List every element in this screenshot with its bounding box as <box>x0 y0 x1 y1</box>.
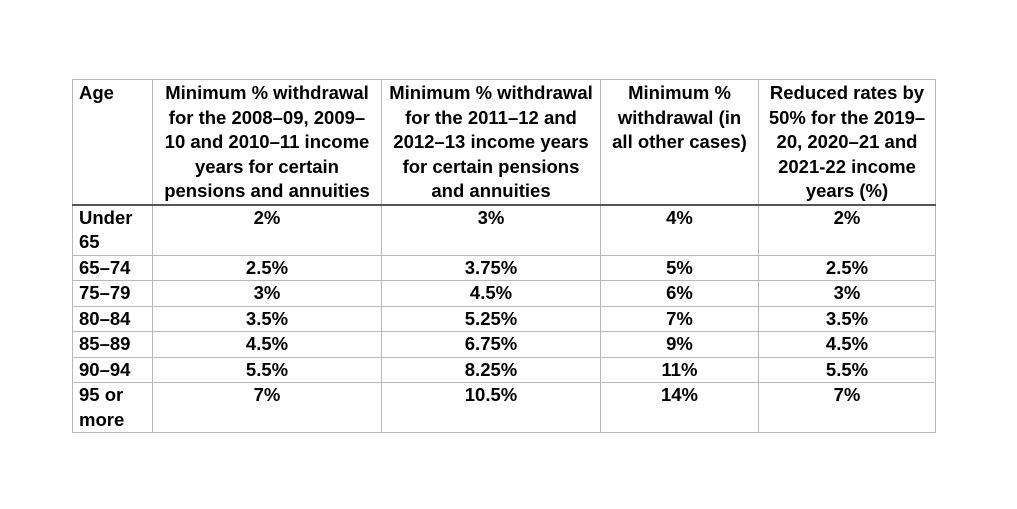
table-row <box>73 255 936 281</box>
cell-age: 95 or more <box>73 383 153 433</box>
cell-rate-other: 4% <box>601 205 759 256</box>
table-row <box>73 383 936 433</box>
cell-rate-2011-2013: 10.5% <box>382 383 601 433</box>
header-age: Age <box>73 80 153 205</box>
cell-rate-reduced: 2% <box>759 205 936 256</box>
cell-rate-2011-2013: 3.75% <box>382 255 601 281</box>
table-row <box>73 332 936 358</box>
cell-age: 80–84 <box>73 306 153 332</box>
cell-rate-2008-2011: 4.5% <box>153 332 382 358</box>
header-rate-2011-2013: Minimum % withdrawal for the 2011–12 and 2012–13 income years for certain pensions and annuities <box>382 80 601 205</box>
cell-age: 90–94 <box>73 357 153 383</box>
cell-age: Under 65 <box>73 205 153 256</box>
cell-rate-2008-2011: 3.5% <box>153 306 382 332</box>
cell-rate-reduced: 3.5% <box>759 306 936 332</box>
cell-rate-other: 9% <box>601 332 759 358</box>
cell-rate-other: 7% <box>601 306 759 332</box>
cell-rate-reduced: 2.5% <box>759 255 936 281</box>
cell-rate-2011-2013: 3% <box>382 205 601 256</box>
cell-rate-2008-2011: 3% <box>153 281 382 307</box>
cell-age: 75–79 <box>73 281 153 307</box>
cell-rate-2011-2013: 4.5% <box>382 281 601 307</box>
cell-rate-2011-2013: 5.25% <box>382 306 601 332</box>
cell-rate-2008-2011: 2.5% <box>153 255 382 281</box>
table-row <box>73 281 936 307</box>
header-rate-other: Minimum % withdrawal (in all other cases) <box>601 80 759 205</box>
cell-rate-reduced: 3% <box>759 281 936 307</box>
cell-rate-reduced: 4.5% <box>759 332 936 358</box>
header-row <box>73 80 936 205</box>
withdrawal-rates-table <box>72 79 936 433</box>
header-rate-2008-2011: Minimum % withdrawal for the 2008–09, 2009–10 and 2010–11 income years for certain pensions and annuities <box>153 80 382 205</box>
cell-rate-2008-2011: 7% <box>153 383 382 433</box>
table-row <box>73 357 936 383</box>
cell-rate-other: 14% <box>601 383 759 433</box>
cell-rate-2011-2013: 6.75% <box>382 332 601 358</box>
cell-rate-other: 5% <box>601 255 759 281</box>
table-row <box>73 306 936 332</box>
cell-age: 85–89 <box>73 332 153 358</box>
cell-rate-2011-2013: 8.25% <box>382 357 601 383</box>
cell-rate-other: 6% <box>601 281 759 307</box>
cell-rate-other: 11% <box>601 357 759 383</box>
cell-rate-reduced: 5.5% <box>759 357 936 383</box>
cell-rate-2008-2011: 5.5% <box>153 357 382 383</box>
header-rate-reduced: Reduced rates by 50% for the 2019–20, 2020–21 and 2021-22 income years (%) <box>759 80 936 205</box>
table-row <box>73 205 936 256</box>
cell-rate-reduced: 7% <box>759 383 936 433</box>
cell-rate-2008-2011: 2% <box>153 205 382 256</box>
cell-age: 65–74 <box>73 255 153 281</box>
